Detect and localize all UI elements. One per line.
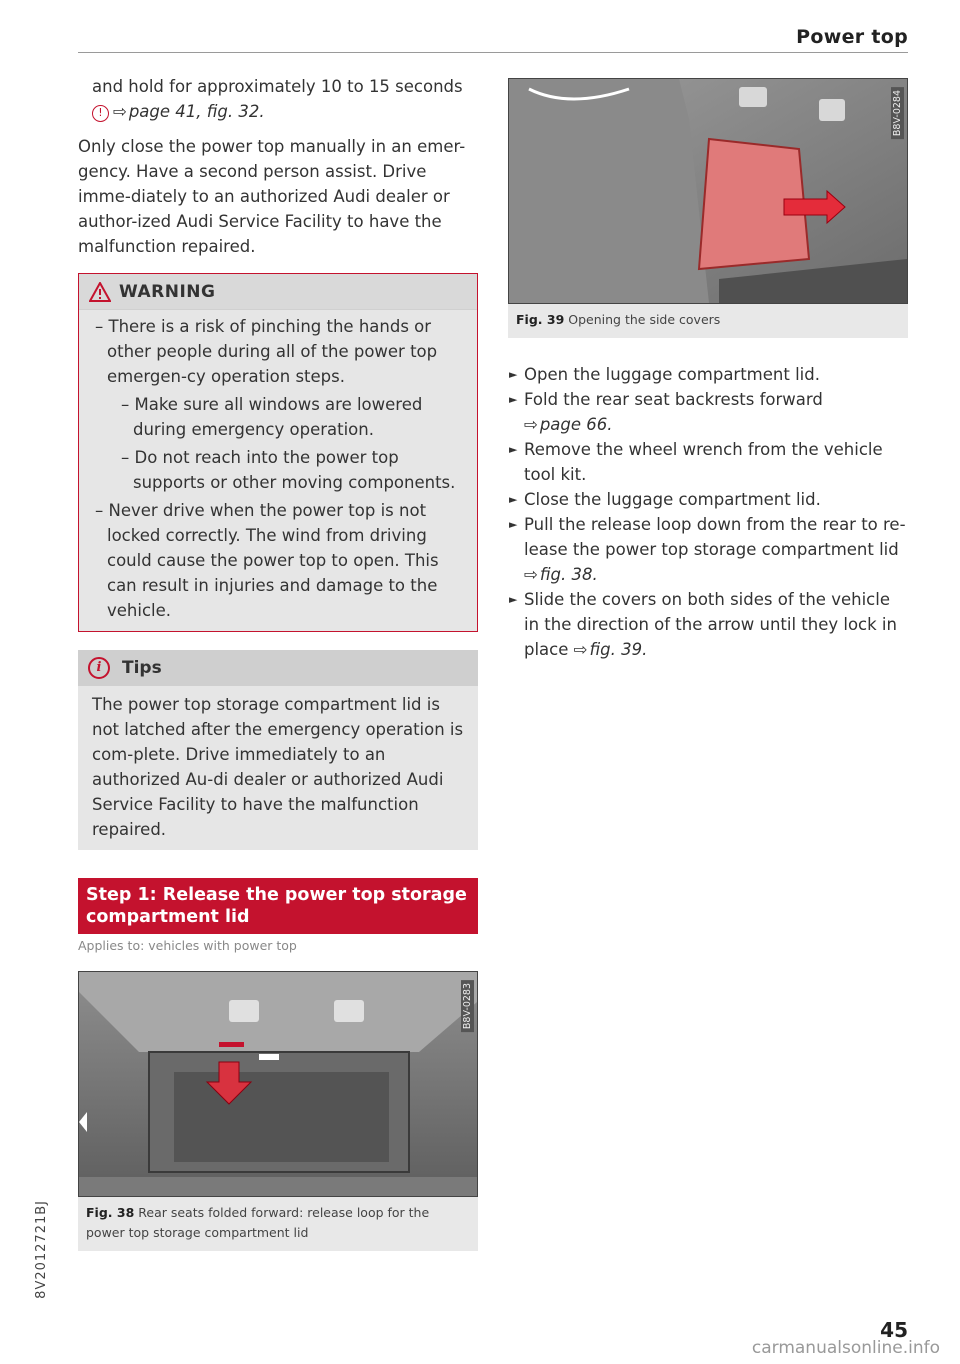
figure-39-image bbox=[508, 78, 908, 304]
warning-item: – Never drive when the power top is not locked correctly. The wind from driving could cause the power top to open. This can result in injuries and damage to the vehicle. bbox=[95, 501, 439, 620]
tips-box bbox=[78, 650, 478, 850]
intro-line bbox=[78, 74, 478, 124]
figure-38-caption bbox=[78, 1197, 478, 1251]
intro-text: and hold for approximately 10 to 15 seconds bbox=[92, 77, 463, 96]
bullet-marker-icon: ► bbox=[509, 443, 518, 456]
figure-39-label: Fig. 39 bbox=[516, 312, 565, 327]
left-column bbox=[78, 74, 478, 1251]
figure-38-code: B8V-0283 bbox=[461, 980, 474, 1032]
watermark: carmanualsonline.info bbox=[751, 1338, 940, 1358]
side-cover-illustration bbox=[509, 79, 907, 303]
document-code: 8V2012721BJ bbox=[34, 1200, 49, 1299]
bullet-marker-icon: ► bbox=[509, 493, 518, 506]
ref-arrow-icon: ⇨ bbox=[573, 640, 588, 659]
list-item: ► Remove the wheel wrench from the vehicle tool kit. bbox=[508, 437, 908, 487]
fig-ref-link[interactable]: fig. 39. bbox=[589, 640, 648, 659]
list-item: ► Close the luggage compartment lid. bbox=[508, 487, 908, 512]
bullet-marker-icon: ► bbox=[509, 593, 518, 606]
warning-triangle-icon bbox=[89, 282, 111, 302]
instruction-list bbox=[508, 362, 908, 662]
figure-38-label: Fig. 38 bbox=[86, 1205, 135, 1220]
trunk-release-loop-illustration bbox=[79, 972, 477, 1196]
applies-to: Applies to: vehicles with power top bbox=[78, 938, 297, 953]
figure-38 bbox=[78, 971, 478, 1251]
list-item: ► Fold the rear seat backrests forward ⇨ page 66. bbox=[508, 387, 908, 437]
figure-39-code: B8V-0284 bbox=[891, 87, 904, 139]
caution-icon: ! bbox=[92, 105, 109, 122]
figure-38-caption-text: Rear seats folded forward: release loop for the power top storage compartment lid bbox=[86, 1205, 430, 1240]
fig-ref-link[interactable]: fig. 38. bbox=[539, 565, 598, 584]
list-item: ► Slide the covers on both sides of the vehicle in the direction of the arrow until they lock in place ⇨ fig. 39. bbox=[508, 587, 908, 662]
header-title: Power top bbox=[796, 26, 908, 48]
page-ref-link[interactable]: page 66. bbox=[539, 415, 613, 434]
intro-paragraph: Only close the power top manually in an emer-gency. Have a second person assist. Drive imme-diately to an authorized Audi dealer or author-ized Audi Service Facility to have the malfunction repaired. bbox=[78, 137, 466, 256]
figure-39-caption-text: Opening the side covers bbox=[568, 312, 721, 327]
warning-body bbox=[79, 310, 477, 631]
warning-title: WARNING bbox=[119, 281, 216, 302]
warning-item: – There is a risk of pinching the hands or other people during all of the power top emergen-cy operation steps. bbox=[95, 317, 438, 386]
tips-header bbox=[78, 650, 478, 686]
step-heading: Step 1: Release the power top storage compartment lid bbox=[78, 878, 478, 934]
list-item: ► Pull the release loop down from the rear to re-lease the power top storage compartment lid ⇨ fig. 38. bbox=[508, 512, 908, 587]
bullet-marker-icon: ► bbox=[509, 368, 518, 381]
info-icon: i bbox=[88, 657, 110, 679]
header-rule bbox=[78, 52, 908, 53]
ref-arrow-icon: ⇨ bbox=[524, 415, 538, 434]
figure-39-caption bbox=[508, 304, 908, 338]
bullet-marker-icon: ► bbox=[509, 393, 518, 406]
warning-box bbox=[78, 273, 478, 632]
list-item: ► Open the luggage compartment lid. bbox=[508, 362, 908, 387]
warning-subitem: – Make sure all windows are lowered during emergency operation. bbox=[121, 395, 423, 439]
warning-subitem: – Do not reach into the power top supports or other moving components. bbox=[121, 448, 456, 492]
page-number: 45 bbox=[880, 1318, 908, 1342]
tips-title: Tips bbox=[122, 658, 162, 678]
ref-arrow-icon: ⇨ bbox=[524, 565, 538, 584]
warning-header bbox=[79, 274, 477, 310]
figure-38-image bbox=[78, 971, 478, 1197]
intro-ref-link[interactable]: page 41, fig. 32. bbox=[128, 102, 265, 121]
right-column bbox=[508, 74, 908, 662]
ref-arrow-icon: ⇨ bbox=[113, 102, 127, 121]
bullet-marker-icon: ► bbox=[509, 518, 518, 531]
figure-39 bbox=[508, 78, 908, 338]
tips-text: The power top storage compartment lid is not latched after the emergency operation is com-plete. Drive immediately to an authorized Au-di dealer or authorized Audi Service Facility to have the malfunction repaired. bbox=[92, 695, 464, 839]
